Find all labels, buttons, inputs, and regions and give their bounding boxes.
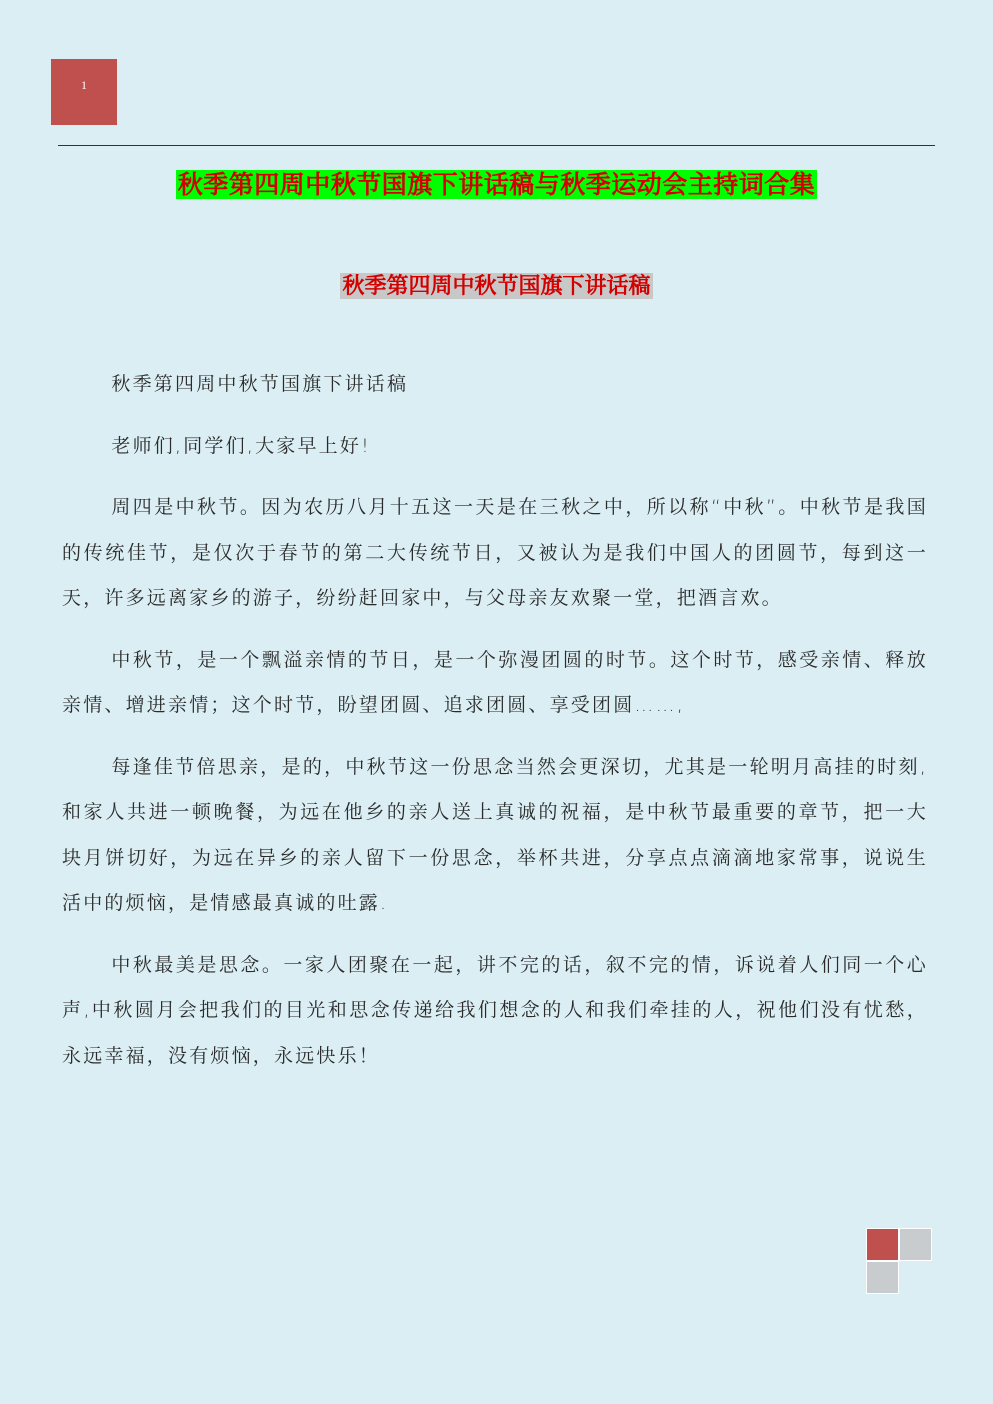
header-divider bbox=[58, 145, 935, 146]
paragraph: 秋季第四周中秋节国旗下讲话稿 bbox=[111, 373, 409, 395]
paragraph: 老师们,同学们,大家早上好! bbox=[111, 434, 371, 457]
corner-decoration bbox=[866, 1228, 934, 1294]
paragraph: 中秋节，是一个飘溢亲情的节日，是一个弥漫团圆的时节。这个时节，感受亲情、释放亲情、增进亲情；这个时节，盼望团圆、追求团圆、享受团圆……, bbox=[62, 648, 928, 716]
document-title bbox=[0, 163, 993, 203]
section-title-text: 秋季第四周中秋节国旗下讲话稿 bbox=[342, 273, 651, 299]
paragraph: 中秋最美是思念。一家人团聚在一起，讲不完的话，叙不完的情，诉说着人们同一个心声,中秋圆月会把我们的目光和思念传递给我们想念的人和我们牵挂的人，祝他们没有忧愁，永远幸福，没有烦恼，永远快乐！ bbox=[62, 953, 928, 1067]
page-number: 1 bbox=[81, 78, 87, 92]
corner-square-gray bbox=[899, 1228, 932, 1261]
body-text bbox=[62, 362, 928, 1095]
page-number-box bbox=[51, 59, 117, 125]
section-title bbox=[0, 270, 993, 302]
corner-square-gray bbox=[866, 1261, 899, 1294]
paragraph: 每逢佳节倍思亲，是的，中秋节这一份思念当然会更深切，尤其是一轮明月高挂的时刻,和家人共进一顿晚餐，为远在他乡的亲人送上真诚的祝福，是中秋节最重要的章节，把一大块月饼切好，为远在异乡的亲人留下一份思念，举杯共进，分享点点滴滴地家常事，说说生活中的烦恼，是情感最真诚的吐露. bbox=[62, 755, 928, 914]
paragraph: 周四是中秋节。因为农历八月十五这一天是在三秋之中，所以称“中秋”。中秋节是我国的传统佳节，是仅次于春节的第二大传统节日，又被认为是我们中国人的团圆节，每到这一天，许多远离家乡的游子，纷纷赶回家中，与父母亲友欢聚一堂，把酒言欢。 bbox=[62, 496, 928, 609]
corner-square-red bbox=[866, 1228, 899, 1261]
document-title-text: 秋季第四周中秋节国旗下讲话稿与秋季运动会主持词合集 bbox=[177, 170, 816, 199]
